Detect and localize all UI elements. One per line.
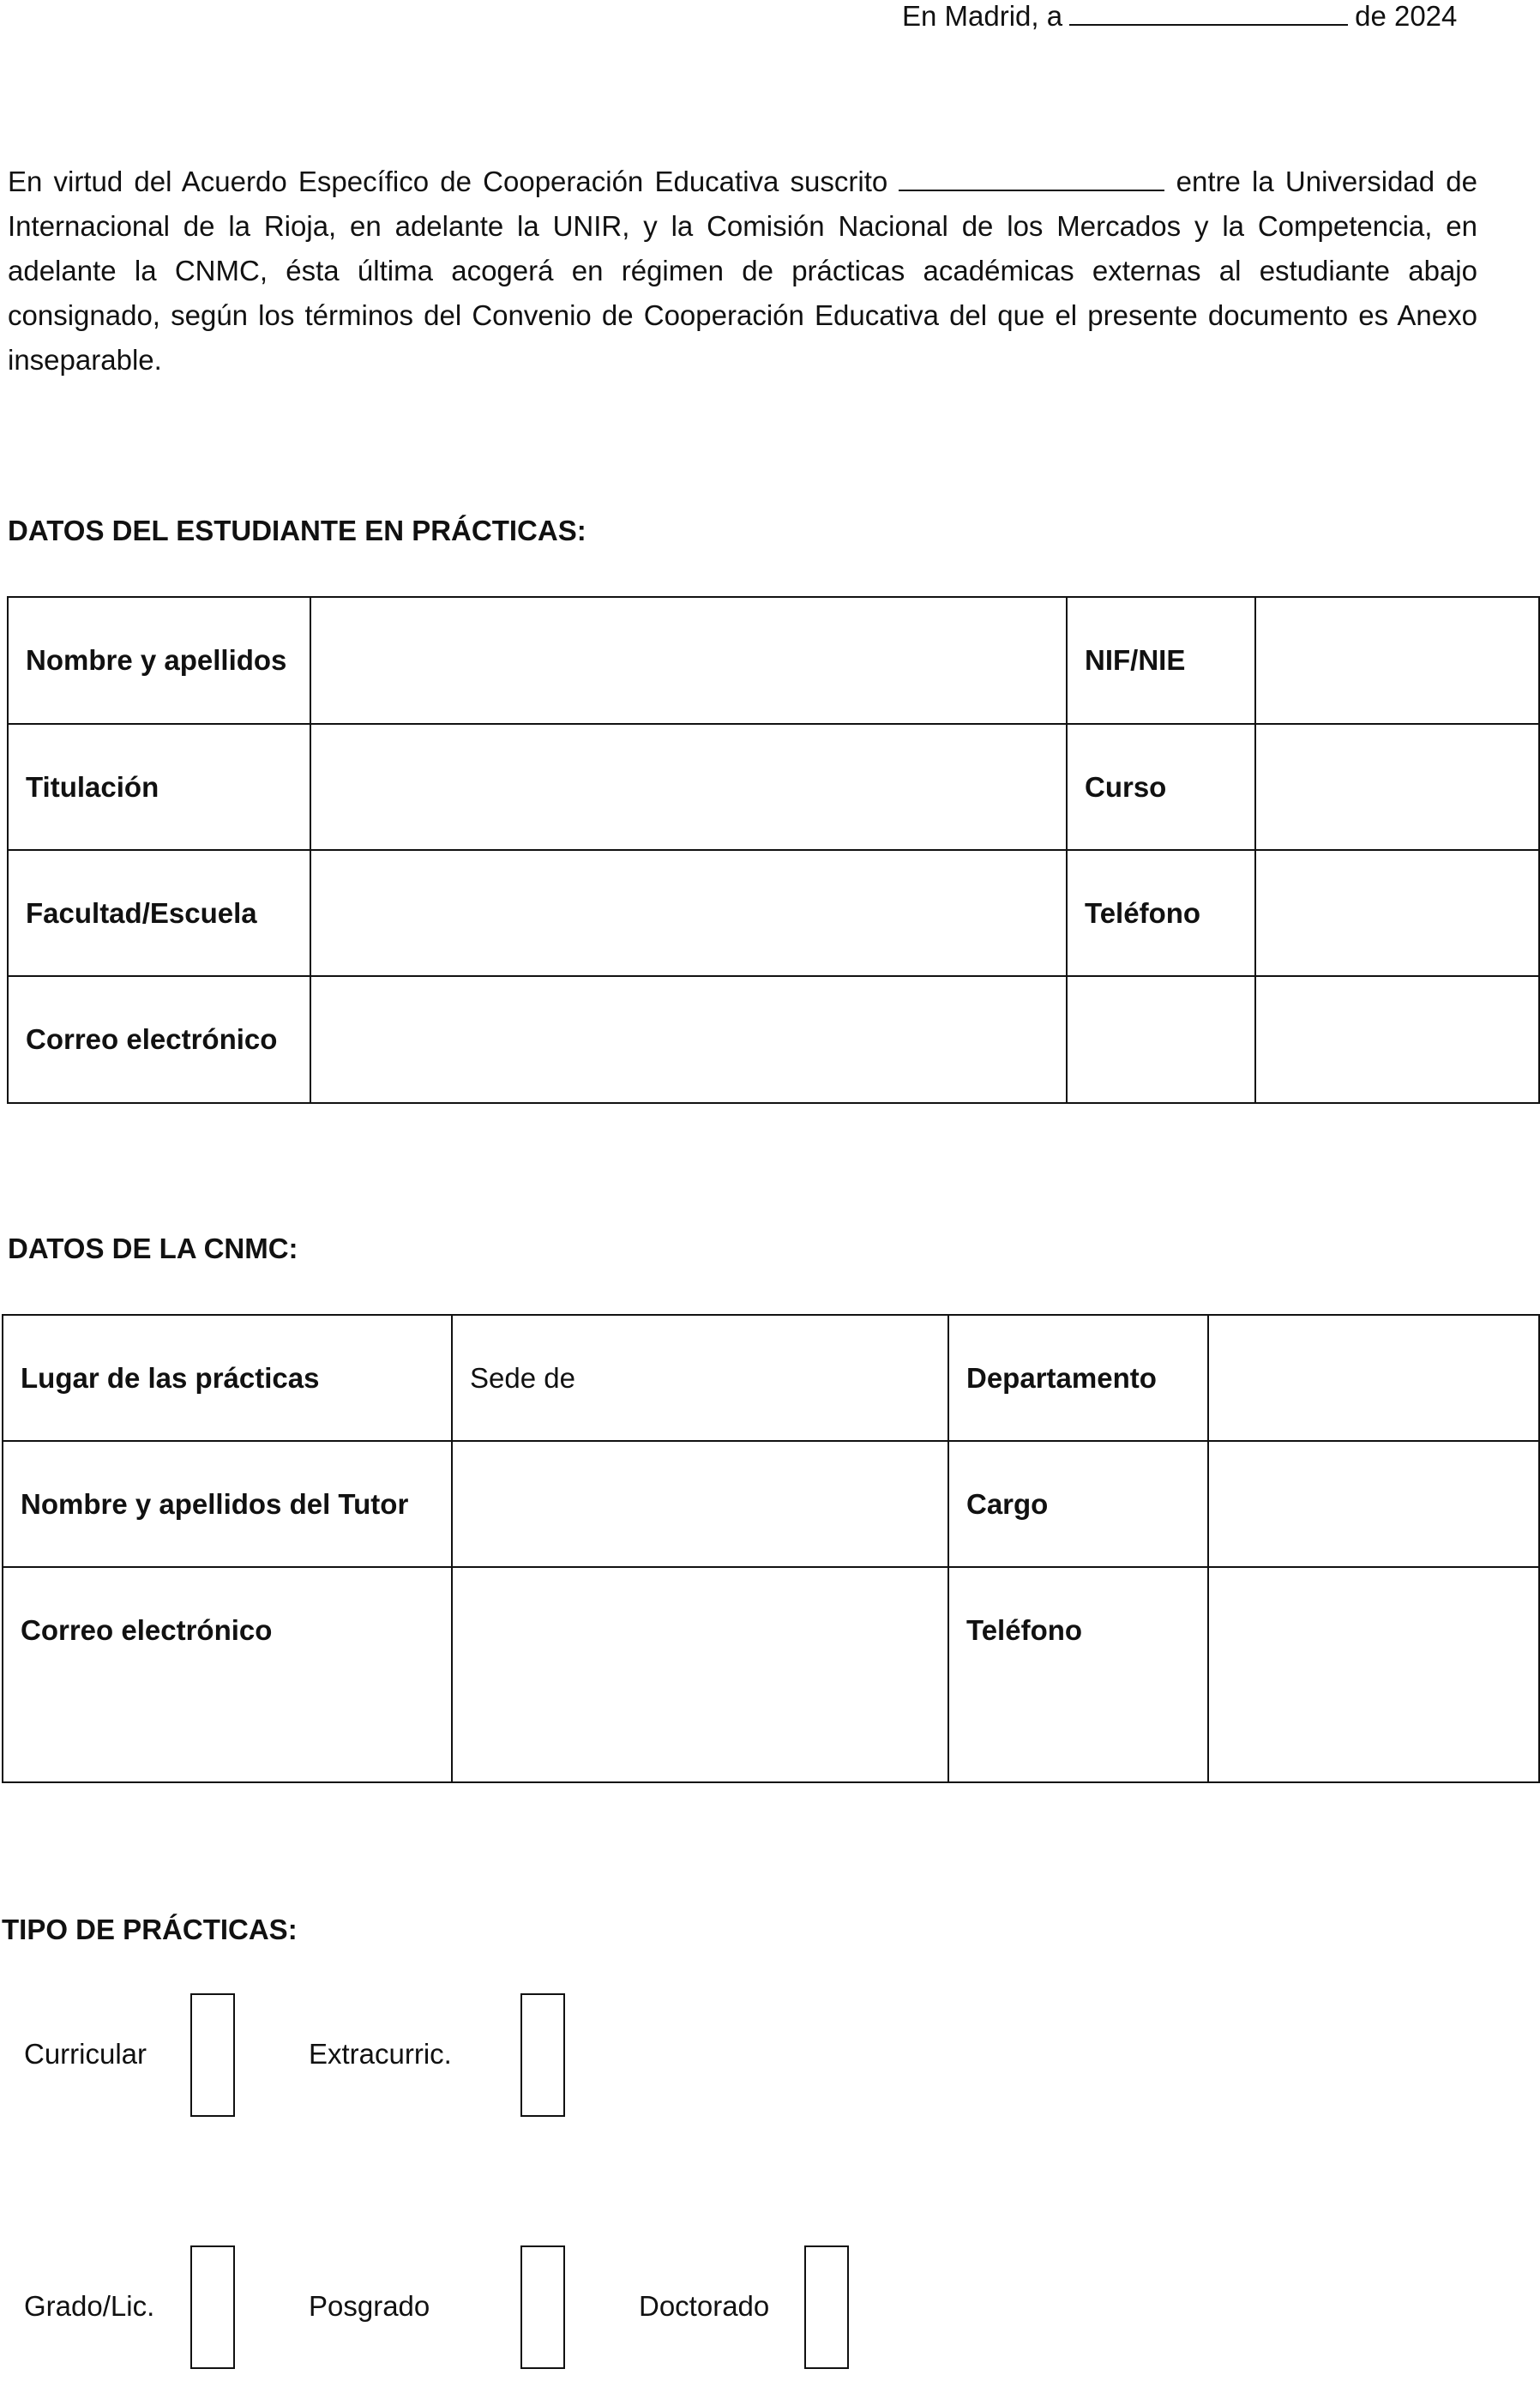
cnmc-data-table — [2, 1314, 1540, 1783]
extracurricular-label: Extracurric. — [309, 2038, 452, 2070]
student-name-field[interactable] — [310, 597, 1067, 724]
student-data-table — [7, 596, 1540, 1104]
intro-paragraph — [8, 160, 1477, 383]
student-name-label: Nombre y apellidos — [8, 597, 310, 724]
degree-label: Grado/Lic. — [24, 2290, 155, 2322]
cnmc-section-heading: DATOS DE LA CNMC: — [8, 1233, 298, 1264]
student-course-field[interactable] — [1255, 724, 1539, 850]
agreement-date-blank-field[interactable] — [899, 169, 1164, 191]
postgraduate-label: Posgrado — [309, 2290, 430, 2322]
practice-type-heading: TIPO DE PRÁCTICAS: — [2, 1914, 298, 1945]
internship-location-field[interactable]: Sede de — [452, 1315, 948, 1441]
tutor-name-field[interactable] — [452, 1441, 948, 1567]
tutor-email-label: Correo electrónico — [3, 1567, 452, 1782]
student-degree-label: Titulación — [8, 724, 310, 850]
department-label: Departamento — [948, 1315, 1208, 1441]
student-email-label: Correo electrónico — [8, 976, 310, 1103]
student-section-heading: DATOS DEL ESTUDIANTE EN PRÁCTICAS: — [8, 515, 587, 546]
table-row — [8, 976, 1539, 1103]
table-row — [8, 597, 1539, 724]
date-prefix: En Madrid, a — [902, 0, 1063, 32]
student-faculty-field[interactable] — [310, 850, 1067, 976]
student-nif-field[interactable] — [1255, 597, 1539, 724]
student-email-field[interactable] — [310, 976, 1067, 1103]
intro-text-part2: entre la Universidad de Internacional de la Rioja, en adelante la UNIR, y la Comisión Nacional de los Mercados y la Competencia, en adelante la CNMC, ésta última acogerá en régimen de prácticas académicas externas al estudiante abajo consignado, según los términos del Convenio de Cooperación Educativa del que el presente documento es Anexo inseparable. — [8, 166, 1478, 376]
tutor-phone-field[interactable] — [1208, 1567, 1539, 1782]
student-phone-label: Teléfono — [1067, 850, 1255, 976]
table-row — [3, 1567, 1539, 1782]
student-faculty-label: Facultad/Escuela — [8, 850, 310, 976]
student-empty-cell — [1067, 976, 1255, 1103]
tutor-phone-label: Teléfono — [948, 1567, 1208, 1782]
date-blank-field[interactable] — [1069, 3, 1348, 26]
student-nif-label: NIF/NIE — [1067, 597, 1255, 724]
table-row — [8, 850, 1539, 976]
department-field[interactable] — [1208, 1315, 1539, 1441]
tutor-position-label: Cargo — [948, 1441, 1208, 1567]
student-empty-field[interactable] — [1255, 976, 1539, 1103]
degree-checkbox[interactable] — [190, 2245, 235, 2369]
curricular-checkbox[interactable] — [190, 1993, 235, 2117]
student-degree-field[interactable] — [310, 724, 1067, 850]
intro-text-part1: En virtud del Acuerdo Específico de Cooperación Educativa suscrito — [8, 166, 888, 197]
doctorate-checkbox[interactable] — [804, 2245, 849, 2369]
tutor-email-field[interactable] — [452, 1567, 948, 1782]
student-course-label: Curso — [1067, 724, 1255, 850]
student-phone-field[interactable] — [1255, 850, 1539, 976]
doctorate-label: Doctorado — [639, 2290, 770, 2322]
internship-location-label: Lugar de las prácticas — [3, 1315, 452, 1441]
table-row — [3, 1315, 1539, 1441]
tutor-name-label: Nombre y apellidos del Tutor — [3, 1441, 452, 1567]
curricular-label: Curricular — [24, 2038, 147, 2070]
table-row — [8, 724, 1539, 850]
table-row — [3, 1441, 1539, 1567]
date-suffix: de 2024 — [1355, 0, 1458, 32]
tutor-position-field[interactable] — [1208, 1441, 1539, 1567]
extracurricular-checkbox[interactable] — [520, 1993, 565, 2117]
postgraduate-checkbox[interactable] — [520, 2245, 565, 2369]
date-line — [902, 0, 1457, 33]
